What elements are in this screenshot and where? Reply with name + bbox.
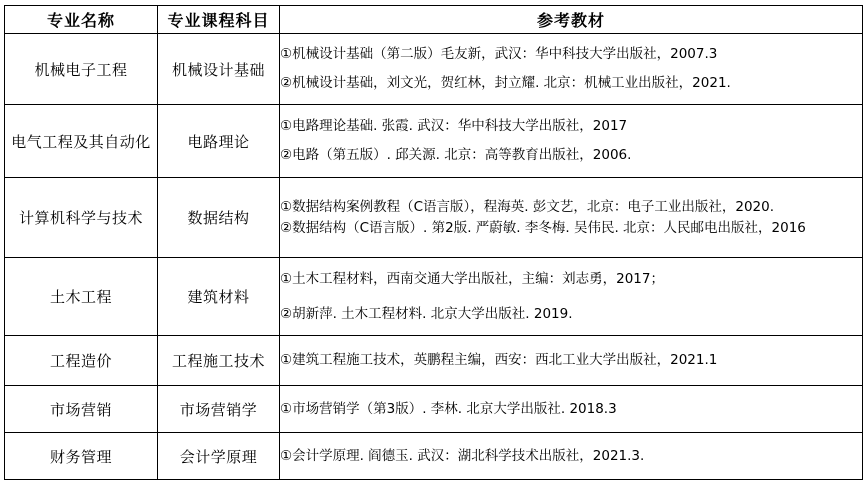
major-name: 市场营销: [49, 400, 112, 419]
course-cell: [158, 433, 280, 480]
major-cell: [5, 34, 158, 105]
reference-textbook-table: [4, 5, 863, 480]
table-row: [5, 433, 863, 480]
table-row: [5, 258, 863, 336]
course-name: 机械设计基础: [171, 60, 265, 79]
course-cell: [158, 386, 280, 433]
major-name: 电气工程及其自动化: [11, 132, 151, 151]
textbooks-cell: [280, 105, 863, 178]
textbook-entry: ①会计学原理. 阎德玉. 武汉：湖北科学技术出版社，2021.3.: [280, 447, 645, 464]
major-name: 计算机科学与技术: [18, 209, 143, 227]
table-row: [5, 105, 863, 178]
major-cell: [5, 386, 158, 433]
textbooks-cell: [280, 433, 863, 480]
course-name: 数据结构: [187, 209, 250, 227]
major-cell: [5, 433, 158, 480]
textbook-entry: ①市场营销学（第3版）. 李林. 北京大学出版社. 2018.3: [280, 400, 617, 417]
header-major: 专业名称: [5, 6, 158, 34]
major-cell: [5, 258, 158, 336]
major-name: 工程造价: [49, 352, 112, 370]
textbooks-cell: [280, 34, 863, 105]
course-name: 会计学原理: [179, 447, 258, 466]
course-name: 工程施工技术: [171, 352, 265, 370]
major-name: 财务管理: [49, 447, 112, 466]
textbook-entry: ②胡新萍. 土木工程材料. 北京大学出版社. 2019.: [280, 305, 573, 322]
course-name: 市场营销学: [179, 400, 258, 419]
textbooks-cell: [280, 386, 863, 433]
course-name: 建筑材料: [187, 288, 250, 306]
textbook-entry: ①建筑工程施工技术，英鹏程主编，西安：西北工业大学出版社，2021.1: [280, 352, 718, 368]
table-row: [5, 386, 863, 433]
textbook-entry: ②机械设计基础，刘文光，贺红林，封立耀. 北京：机械工业出版社，2021.: [280, 75, 731, 91]
course-cell: [158, 105, 280, 178]
major-cell: [5, 105, 158, 178]
major-cell: [5, 178, 158, 258]
course-name: 电路理论: [187, 132, 250, 151]
major-cell: [5, 336, 158, 386]
course-cell: [158, 258, 280, 336]
textbooks-cell: [280, 178, 863, 258]
table-row: [5, 34, 863, 105]
table-row: [5, 336, 863, 386]
textbooks-cell: [280, 336, 863, 386]
textbook-entry: ①电路理论基础. 张霞. 武汉：华中科技大学出版社，2017: [280, 118, 628, 134]
textbook-entry: ②数据结构（C语言版）. 第2版. 严蔚敏. 李冬梅. 吴伟民. 北京：人民邮电出版社，2016: [280, 219, 806, 236]
course-cell: [158, 336, 280, 386]
major-name: 机械电子工程: [34, 60, 128, 79]
textbook-entry: ①机械设计基础（第二版）毛友新，武汉：华中科技大学出版社，2007.3: [280, 46, 718, 62]
header-row: [5, 6, 863, 34]
major-name: 土木工程: [49, 288, 112, 306]
textbook-entry: ①土木工程材料，西南交通大学出版社，主编：刘志勇，2017；: [280, 270, 664, 287]
textbooks-cell: [280, 258, 863, 336]
course-cell: [158, 34, 280, 105]
header-course: 专业课程科目: [158, 6, 280, 34]
textbook-entry: ②电路（第五版）. 邱关源. 北京：高等教育出版社，2006.: [280, 147, 632, 163]
header-textbooks: 参考教材: [280, 6, 863, 34]
textbook-entry: ①数据结构案例教程（C语言版），程海英. 彭文艺，北京：电子工业出版社，2020.: [280, 198, 775, 215]
table-row: [5, 178, 863, 258]
course-cell: [158, 178, 280, 258]
